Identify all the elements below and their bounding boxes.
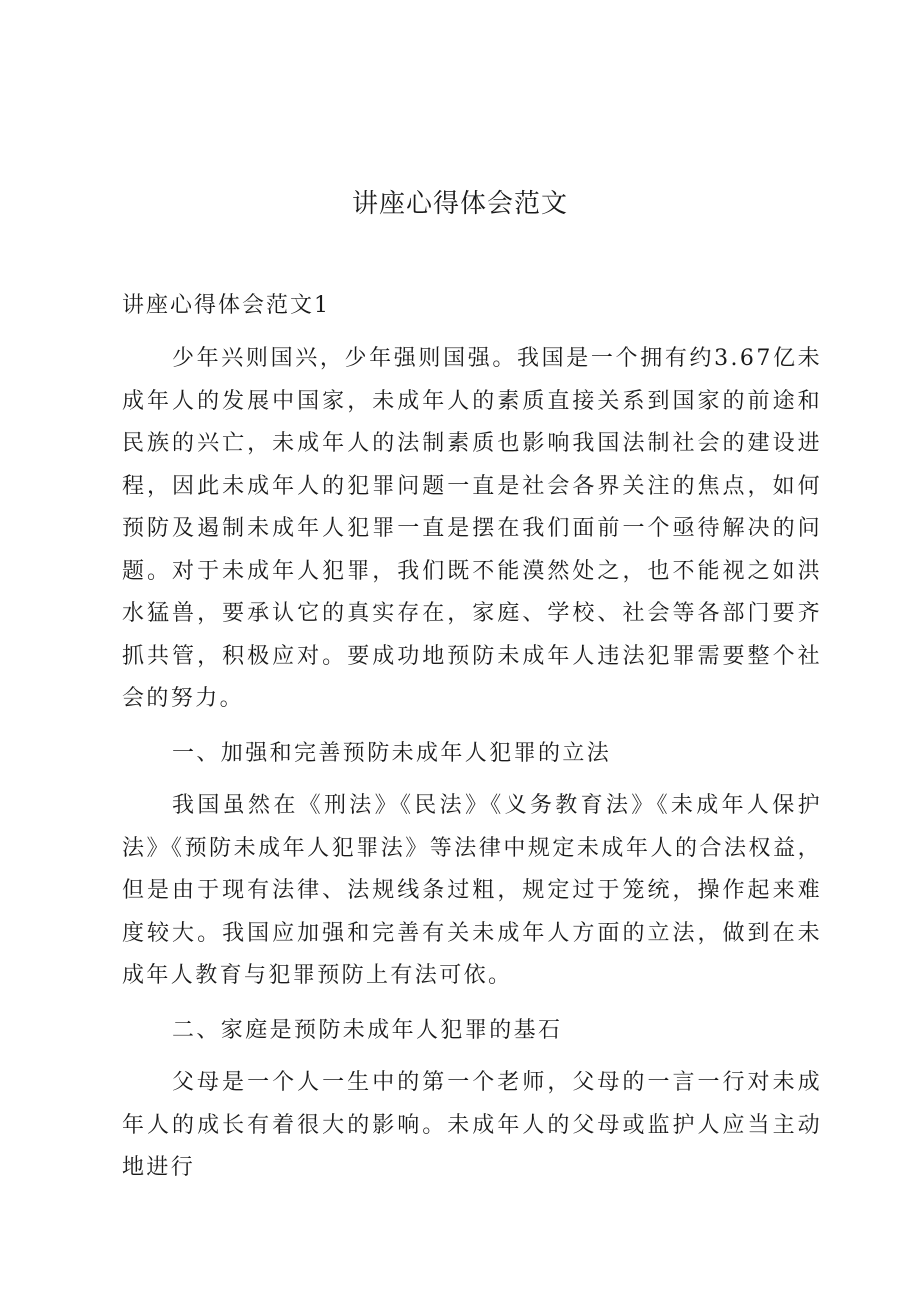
section-heading: 一、加强和完善预防未成年人犯罪的立法 (172, 740, 612, 766)
document-subtitle: 讲座心得体会范文1 (122, 293, 330, 318)
body-paragraph: 父母是一个人一生中的第一个老师，父母的一言一行对未成年人的成长有着很大的影响。未成年人的父母或监护人应当主动地进行 (122, 1070, 822, 1180)
document-body (122, 338, 822, 1190)
document-title: 讲座心得体会范文 (351, 189, 568, 219)
body-paragraph: 少年兴则国兴，少年强则国强。我国是一个拥有约3.67亿未成年人的发展中国家，未成年人的素质直接关系到国家的前途和民族的兴亡，未成年人的法制素质也影响我国法制社会的建设进程，因此未成年人的犯罪问题一直是社会各界关注的焦点，如何预防及遏制未成年人犯罪一直是摆在我们面前一个亟待解决的问题。对于未成年人犯罪，我们既不能漠然处之，也不能视之如洪水猛兽，要承认它的真实存在，家庭、学校、社会等各部门要齐抓共管，积极应对。要成功地预防未成年人违法犯罪需要整个社会的努力。 (122, 346, 822, 711)
section-heading: 二、家庭是预防未成年人犯罪的基石 (172, 1017, 563, 1043)
body-paragraph: 我国虽然在《刑法》《民法》《义务教育法》《未成年人保护法》《预防未成年人犯罪法》等法律中规定未成年人的合法权益，但是由于现有法律、法规线条过粗，规定过于笼统，操作起来难度较大。我国应加强和完善有关未成年人方面的立法，做到在未成年人教育与犯罪预防上有法可依。 (122, 793, 822, 988)
